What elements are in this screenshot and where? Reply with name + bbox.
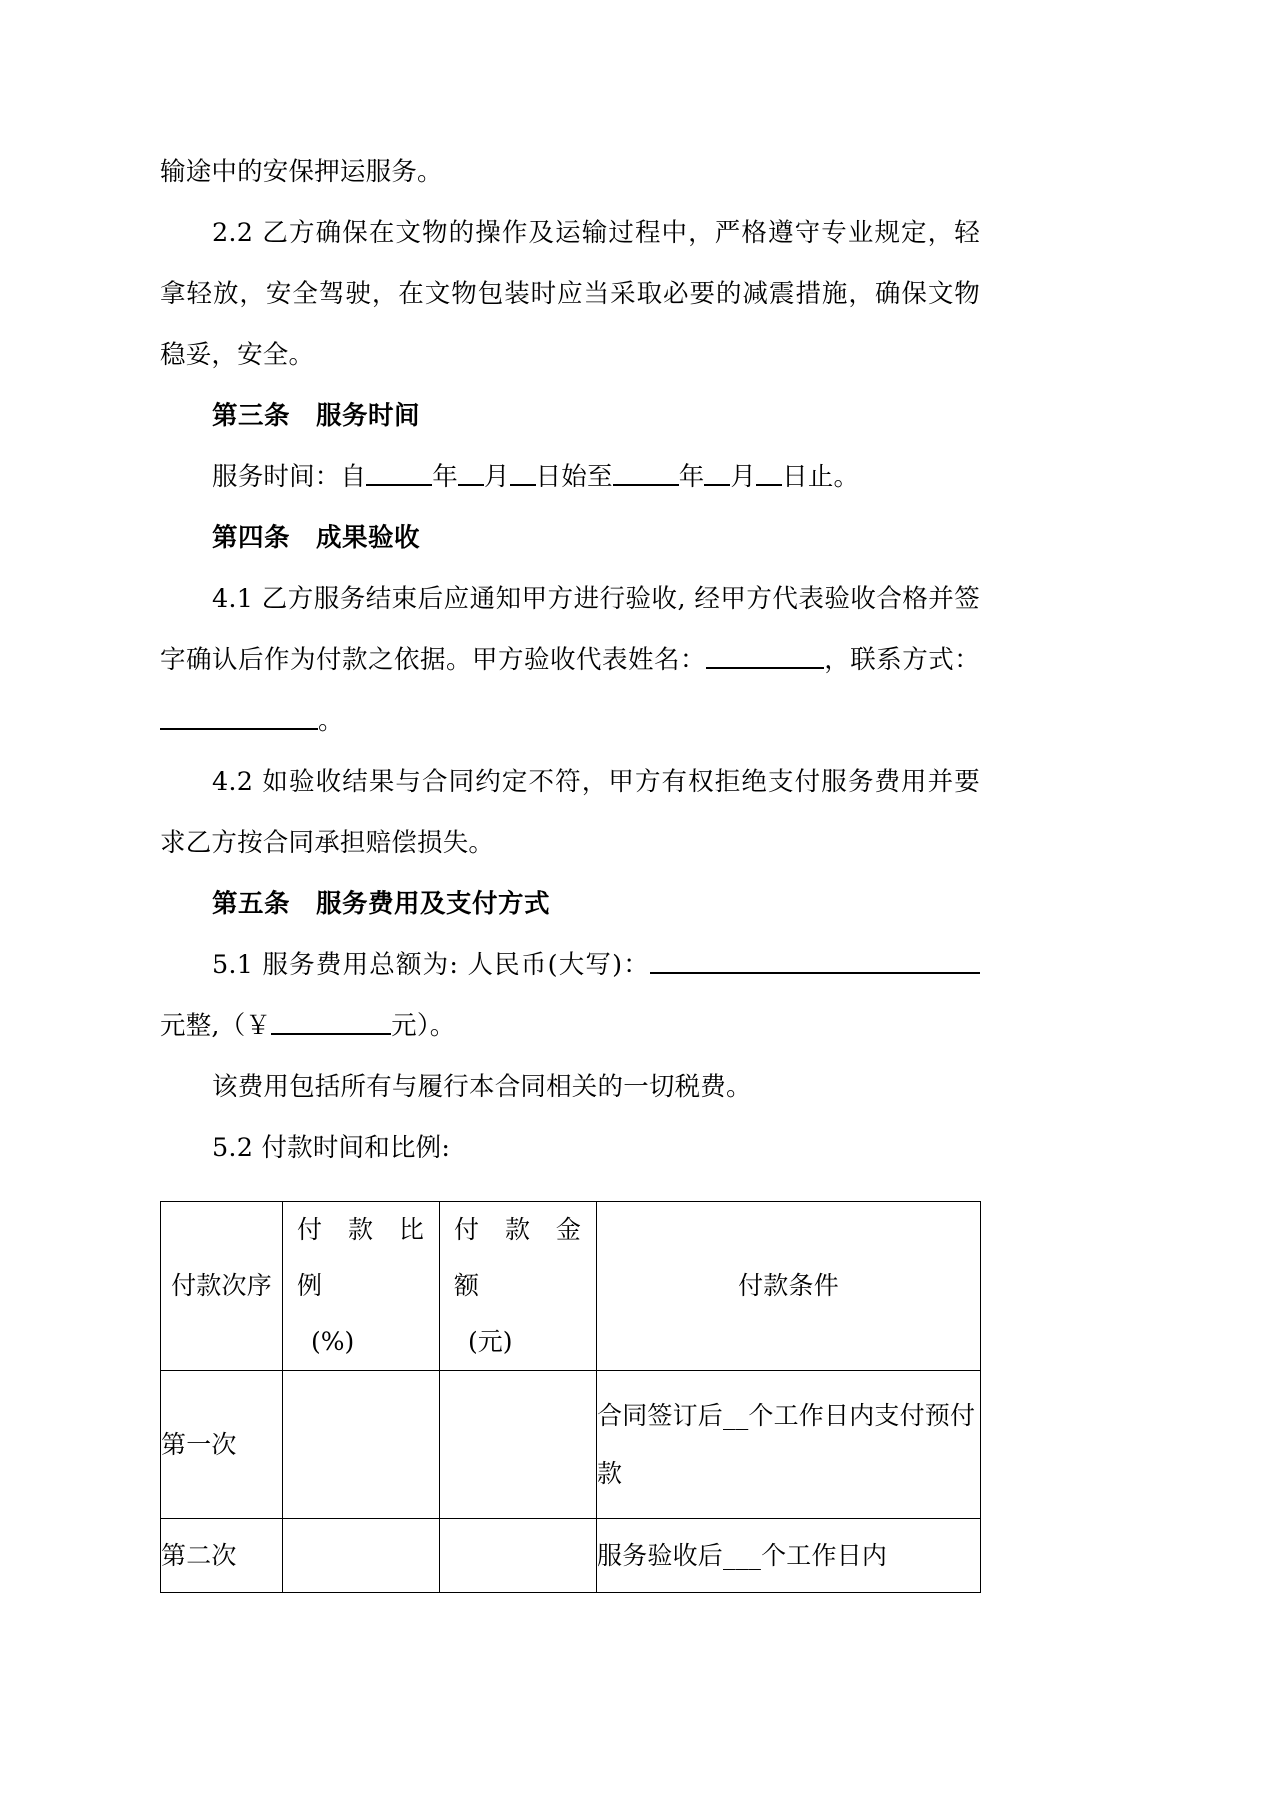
paragraph-4-1-text-part3: 。 xyxy=(318,706,344,736)
heading-article-4 xyxy=(160,508,980,569)
carryover-paragraph: 输途中的安保押运服务。 xyxy=(160,157,443,187)
heading-article-4-number: 第四条 xyxy=(212,523,291,553)
document-body xyxy=(160,142,980,1593)
paragraph-2-2-text: 2.2 乙方确保在文物的操作及运输过程中，严格遵守专业规定，轻拿轻放，安全驾驶，在文物包装时应当采取必要的减震措施，确保文物稳妥，安全。 xyxy=(160,218,980,370)
paragraph-2-2 xyxy=(160,203,980,386)
fee-amount-words-blank[interactable] xyxy=(650,949,980,974)
heading-article-3 xyxy=(160,386,980,447)
table-row xyxy=(161,1371,981,1519)
acceptance-contact-blank-a[interactable] xyxy=(160,705,284,730)
service-end-day-unit: 日止。 xyxy=(782,462,860,492)
service-start-day-unit: 日始至 xyxy=(535,462,613,492)
paragraph-5-2-label-text: 5.2 付款时间和比例: xyxy=(212,1133,451,1163)
cell-condition-second: 服务验收后___个工作日内 xyxy=(597,1519,981,1593)
service-end-month-unit: 月 xyxy=(730,462,757,492)
column-header-ratio-main: 付 款 比 例 xyxy=(297,1215,433,1300)
paragraph-5-1-note-text: 该费用包括所有与履行本合同相关的一切税费。 xyxy=(212,1072,752,1102)
service-start-day-blank[interactable] xyxy=(510,461,536,486)
cell-ratio-first[interactable] xyxy=(283,1371,440,1519)
service-start-month-blank[interactable] xyxy=(458,461,484,486)
paragraph-5-2-label xyxy=(160,1118,980,1179)
service-time-label: 服务时间：自 xyxy=(212,462,367,492)
paragraph-5-1 xyxy=(160,935,980,1057)
paragraph-5-1-text-part2: 元整, xyxy=(160,1011,220,1041)
column-header-amount xyxy=(440,1202,597,1371)
service-end-year-blank[interactable] xyxy=(613,461,679,486)
service-end-day-blank[interactable] xyxy=(756,461,782,486)
column-header-amount-main: 付 款 金 额 xyxy=(454,1215,590,1300)
service-start-month-unit: 月 xyxy=(483,462,510,492)
service-end-year-unit: 年 xyxy=(678,462,705,492)
heading-article-5 xyxy=(160,874,980,935)
service-start-year-blank[interactable] xyxy=(366,461,432,486)
cell-amount-second[interactable] xyxy=(440,1519,597,1593)
acceptance-representative-name-blank[interactable] xyxy=(706,644,824,669)
paragraph-5-1-note xyxy=(160,1057,980,1118)
fee-amount-numeric-blank[interactable] xyxy=(271,1010,391,1035)
acceptance-contact-blank-b[interactable] xyxy=(284,705,318,730)
paragraph-4-2-text: 4.2 如验收结果与合同约定不符，甲方有权拒绝支付服务费用并要求乙方按合同承担赔偿损失。 xyxy=(160,767,980,858)
heading-article-5-title: 服务费用及支付方式 xyxy=(316,889,551,919)
service-time-line xyxy=(160,447,980,508)
table-header-row xyxy=(161,1202,981,1371)
column-header-ratio xyxy=(283,1202,440,1371)
paragraph-4-1-text-part2: ，联系方式： xyxy=(824,645,980,675)
paragraph-4-1-text-part1: 4.1 乙方服务结束后应通知甲方进行验收, 经甲方代表验收合格并签字确认后作为付款之依据。甲方验收代表姓名： xyxy=(160,584,980,675)
heading-article-3-number: 第三条 xyxy=(212,401,291,431)
cell-amount-first[interactable] xyxy=(440,1371,597,1519)
table-row xyxy=(161,1519,981,1593)
paragraph-4-1 xyxy=(160,569,980,752)
cell-condition-first: 合同签订后__个工作日内支付预付款 xyxy=(597,1371,981,1519)
paragraph-5-1-text-part4: 元）。 xyxy=(391,1011,456,1041)
service-start-year-unit: 年 xyxy=(432,462,458,492)
column-header-order: 付款次序 xyxy=(161,1202,283,1371)
heading-article-4-title: 成果验收 xyxy=(316,523,421,553)
payment-schedule-table xyxy=(160,1201,981,1593)
heading-article-5-number: 第五条 xyxy=(212,889,291,919)
cell-order-first: 第一次 xyxy=(161,1371,283,1519)
cell-order-second: 第二次 xyxy=(161,1519,283,1593)
column-header-condition: 付款条件 xyxy=(597,1202,981,1371)
heading-article-3-title: 服务时间 xyxy=(316,401,421,431)
paragraph-4-2 xyxy=(160,752,980,874)
service-end-month-blank[interactable] xyxy=(704,461,730,486)
column-header-ratio-unit: (%) xyxy=(311,1327,355,1356)
paragraph-5-1-text-part3: （￥ xyxy=(219,1011,272,1041)
cell-ratio-second[interactable] xyxy=(283,1519,440,1593)
paragraph-5-1-text-part1: 5.1 服务费用总额为: 人民币(大写)： xyxy=(212,950,650,980)
column-header-amount-unit: (元) xyxy=(468,1327,513,1356)
